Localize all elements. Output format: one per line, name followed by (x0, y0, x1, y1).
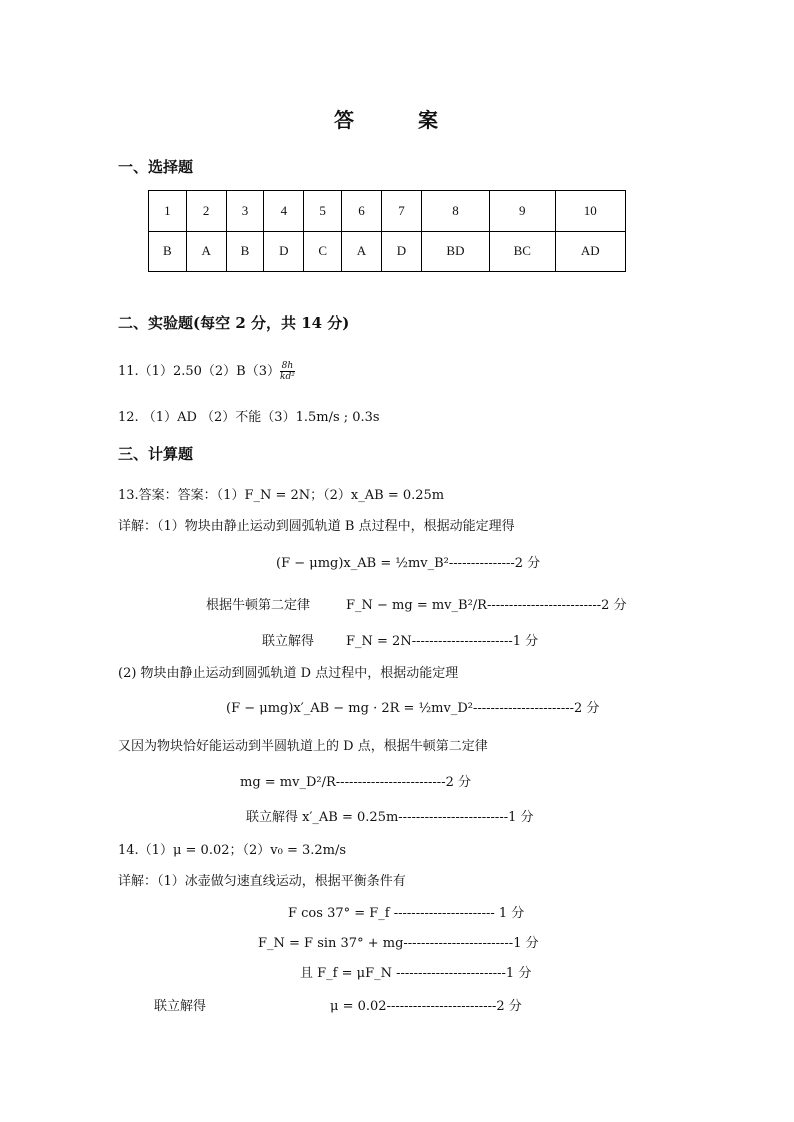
q14-eq3: 且 F_f = μF_N -------------------------1 分 (300, 966, 532, 981)
table-cell: BC (489, 231, 555, 272)
q13-eq1: (F − μmg)x_AB = ½mv_B²---------------2 分 (276, 556, 541, 571)
q13-detail1: 详解：（1）物块由静止运动到圆弧轨道 B 点过程中，根据动能定理得 (118, 519, 515, 534)
table-cell: A (186, 231, 226, 272)
q12-line: 12. （1）AD （2）不能（3）1.5m/s ; 0.3s (118, 410, 380, 425)
q13-eq3-label: 联立解得 (262, 634, 315, 649)
table-cell: 10 (555, 191, 625, 232)
q13-eq4: (F − μmg)x′_AB − mg · 2R = ½mv_D²-----------------------2 分 (226, 701, 600, 716)
q14-detail1: 详解：（1）冰壶做匀速直线运动，根据平衡条件有 (118, 874, 406, 889)
table-cell: 6 (341, 191, 381, 232)
q14-eq2: F_N = F sin 37° + mg-------------------------1 分 (258, 936, 539, 951)
table-row-answers (149, 231, 626, 272)
q11-line (118, 360, 295, 382)
table-cell: C (304, 231, 342, 272)
q14-answer: 14.（1）μ = 0.02；（2）v₀ = 3.2m/s (118, 843, 347, 858)
q14-eq4: μ = 0.02-------------------------2 分 (330, 999, 522, 1014)
section-calc-heading: 三、计算题 (118, 445, 194, 463)
table-cell: D (264, 231, 304, 272)
table-cell: B (149, 231, 187, 272)
q13-eq6: 联立解得 x′_AB = 0.25m-------------------------1 分 (246, 810, 534, 825)
table-cell: 3 (226, 191, 264, 232)
table-cell: 9 (489, 191, 555, 232)
q13-eq2-label: 根据牛顿第二定律 (206, 598, 311, 613)
q11-fraction (280, 361, 295, 382)
table-cell: 5 (304, 191, 342, 232)
q13-eq5: mg = mv_D²/R-------------------------2 分 (240, 775, 471, 790)
answer-table (148, 190, 626, 272)
q11-text: 11.（1）2.50（2）B（3） (118, 364, 280, 379)
table-cell: 8 (421, 191, 489, 232)
table-cell: 7 (381, 191, 421, 232)
table-cell: 2 (186, 191, 226, 232)
q13-detail3: 又因为物块恰好能运动到半圆轨道上的 D 点，根据牛顿第二定律 (118, 739, 488, 754)
table-cell: 4 (264, 191, 304, 232)
table-cell: B (226, 231, 264, 272)
page-title: 答 案 (334, 108, 460, 132)
section-choice-heading: 一、选择题 (118, 158, 194, 176)
table-cell: AD (555, 231, 625, 272)
table-cell: A (341, 231, 381, 272)
section-experiment-heading: 二、实验题(每空 2 分，共 14 分) (118, 314, 350, 332)
q13-detail2: (2) 物块由静止运动到圆弧轨道 D 点过程中，根据动能定理 (118, 666, 459, 681)
q13-answer: 13.答案：答案：（1）F_N = 2N；（2）x_AB = 0.25m (118, 488, 445, 503)
q13-eq3: F_N = 2N-----------------------1 分 (346, 634, 539, 649)
table-cell: BD (421, 231, 489, 272)
q11-frac-num: 8h (281, 361, 294, 371)
table-row-numbers (149, 191, 626, 232)
table-cell: 1 (149, 191, 187, 232)
table-cell: D (381, 231, 421, 272)
q14-eq1: F cos 37° = F_f ----------------------- 1 分 (288, 906, 525, 921)
q14-eq4-label: 联立解得 (154, 999, 207, 1014)
q13-eq2: F_N − mg = mv_B²/R--------------------------2 分 (346, 598, 627, 613)
q11-frac-den: kd² (280, 372, 295, 382)
